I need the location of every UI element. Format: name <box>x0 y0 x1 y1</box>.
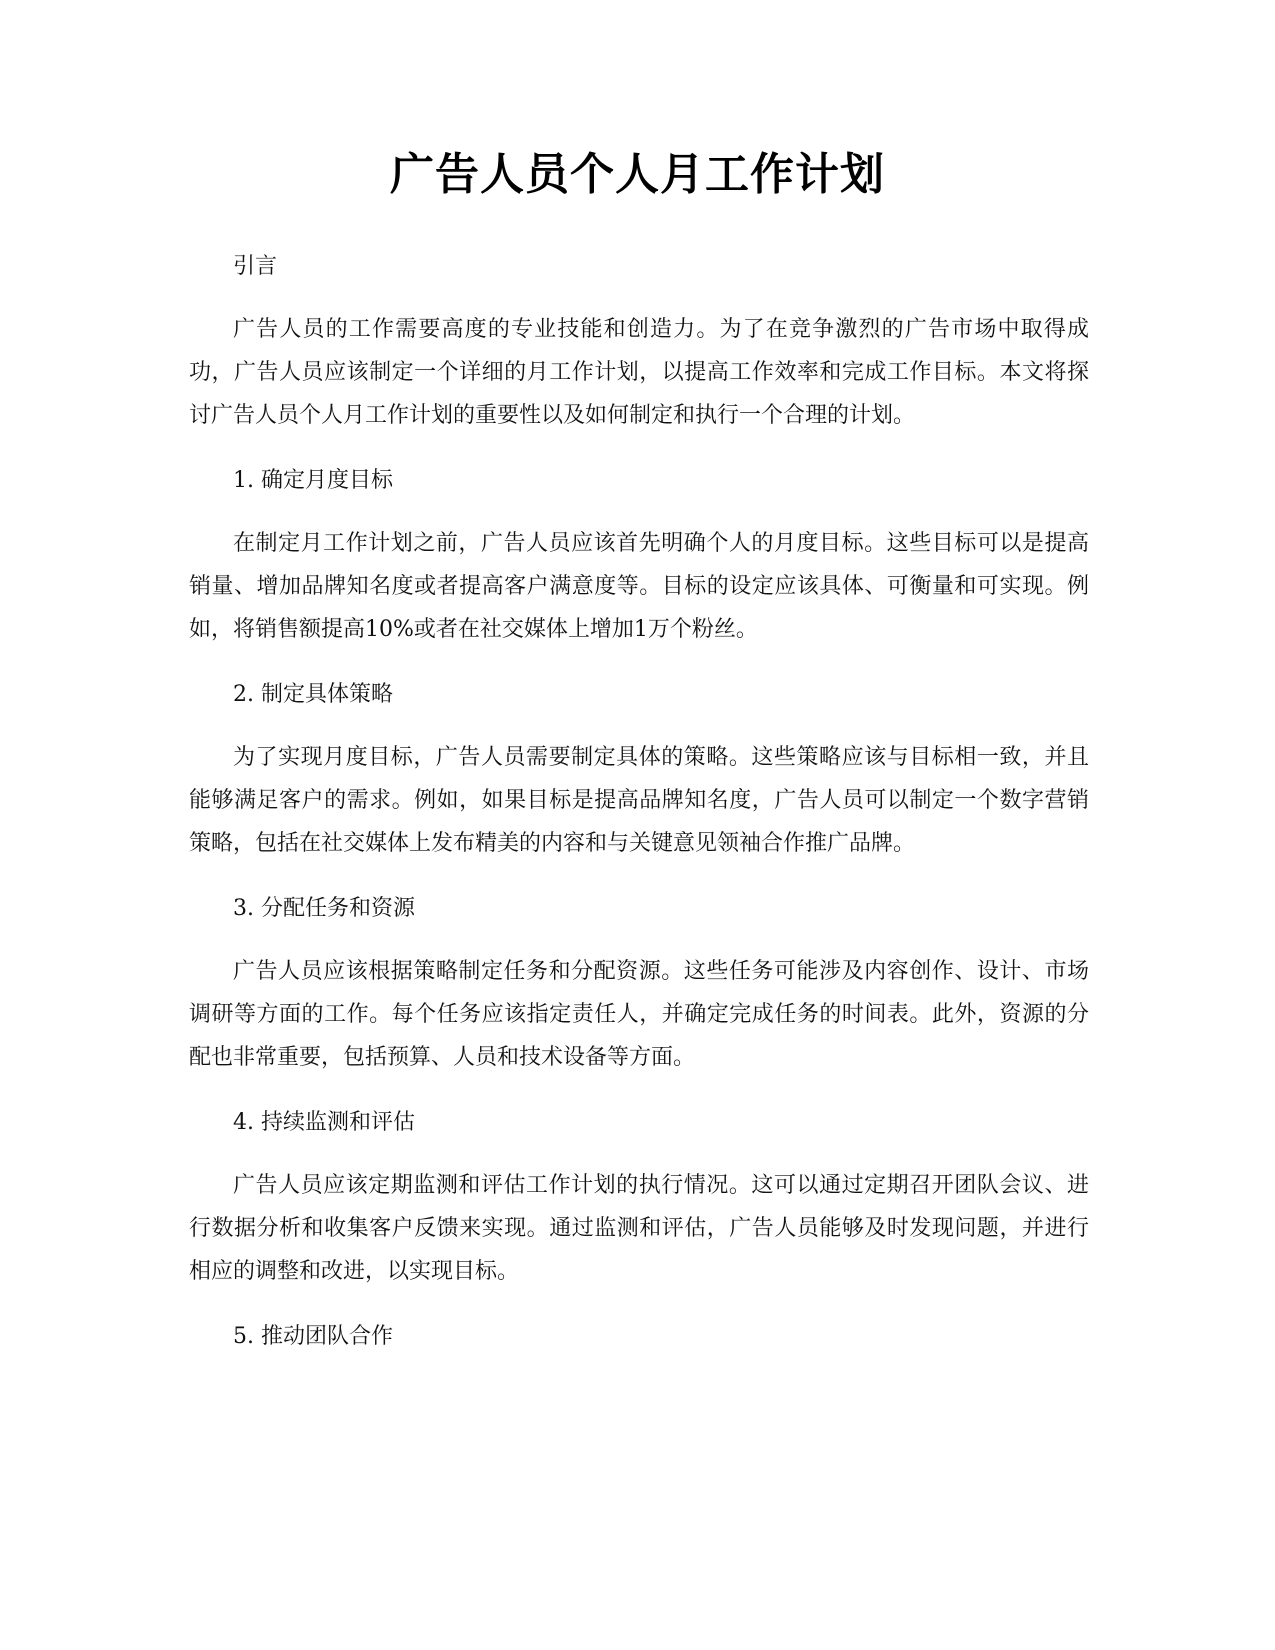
paragraph-introduction: 广告人员的工作需要高度的专业技能和创造力。为了在竞争激烈的广告市场中取得成功，广告人员应该制定一个详细的月工作计划，以提高工作效率和完成工作目标。本文将探讨广告人员个人月工作计划的重要性以及如何制定和执行一个合理的计划。 <box>189 317 1089 428</box>
paragraph-section-1: 在制定月工作计划之前，广告人员应该首先明确个人的月度目标。这些目标可以是提高销量、增加品牌知名度或者提高客户满意度等。目标的设定应该具体、可衡量和可实现。例如，将销售额提高10%或者在社交媒体上增加1万个粉丝。 <box>189 531 1089 642</box>
section-heading-5: 5. 推动团队合作 <box>233 1324 393 1349</box>
section-heading-2: 2. 制定具体策略 <box>233 682 393 707</box>
section-heading-3: 3. 分配任务和资源 <box>233 896 415 921</box>
section-heading-introduction: 引言 <box>233 254 278 279</box>
paragraph-section-4: 广告人员应该定期监测和评估工作计划的执行情况。这可以通过定期召开团队会议、进行数据分析和收集客户反馈来实现。通过监测和评估，广告人员能够及时发现问题，并进行相应的调整和改进，以实现目标。 <box>189 1173 1089 1284</box>
document-body <box>189 245 1089 1378</box>
section-heading-4: 4. 持续监测和评估 <box>233 1110 415 1135</box>
paragraph-section-3: 广告人员应该根据策略制定任务和分配资源。这些任务可能涉及内容创作、设计、市场调研等方面的工作。每个任务应该指定责任人，并确定完成任务的时间表。此外，资源的分配也非常重要，包括预算、人员和技术设备等方面。 <box>189 959 1089 1070</box>
paragraph-section-2: 为了实现月度目标，广告人员需要制定具体的策略。这些策略应该与目标相一致，并且能够满足客户的需求。例如，如果目标是提高品牌知名度，广告人员可以制定一个数字营销策略，包括在社交媒体上发布精美的内容和与关键意见领袖合作推广品牌。 <box>189 745 1089 856</box>
section-heading-1: 1. 确定月度目标 <box>233 468 393 493</box>
document-title: 广告人员个人月工作计划 <box>390 149 885 200</box>
